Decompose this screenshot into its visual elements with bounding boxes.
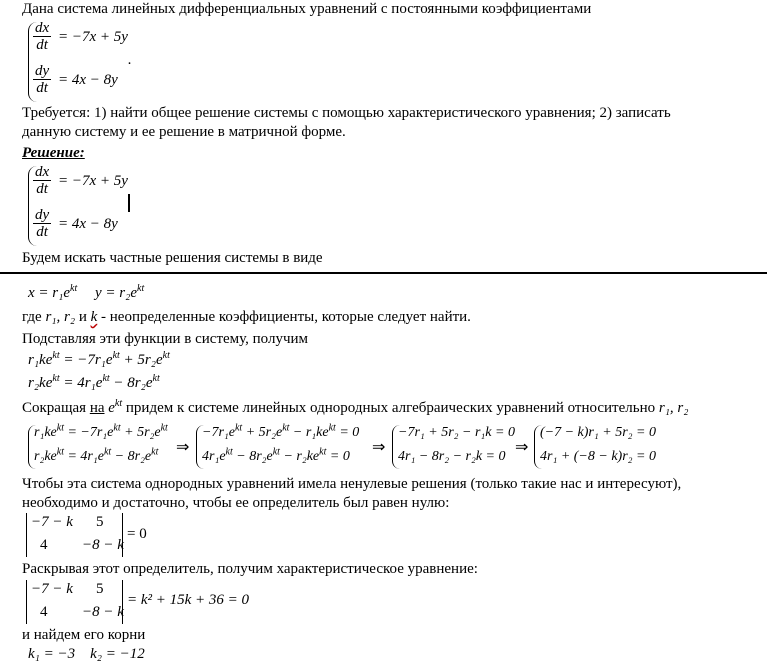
where-line: где r₁, r₂ и k - неопределенные коэффициенты, которые следует найти. — [22, 309, 471, 325]
text-cursor — [128, 194, 130, 212]
roots-text: и найдем его корни — [22, 627, 146, 643]
intro-text: Дана система линейных дифференциальных уравнений с постоянными коэффициентами — [22, 1, 592, 17]
det2-d: −8 − k — [82, 604, 124, 620]
cancel-line: Сокращая на $e^{kt}$ придем к системе линейных однородных алгебраических уравнений относительно r₁, r₂ — [22, 398, 689, 416]
dx-dt-fraction-2: $\frac{dx}{dt}$ — [35, 164, 50, 197]
det2-c: 4 — [40, 604, 48, 620]
chain-a1: $r_1ke^{kt} = -7r_1e^{kt} + 5r_2e^{kt}$ — [34, 422, 168, 440]
eq2-rhs-2: = 4x − 8y — [58, 216, 118, 232]
chain-d2: 4r₁ + (−8 − k)r₂ = 0 — [540, 449, 656, 464]
form-y: $y = r_2e^{kt}$ — [95, 283, 145, 301]
nonzero-line-2: необходимо и достаточно, чтобы ее определитель был равен нулю: — [22, 495, 450, 511]
arrow-1: ⇒ — [176, 439, 190, 456]
det-c: 4 — [40, 537, 48, 553]
arrow-2: ⇒ — [372, 439, 386, 456]
eq1-rhs: = −7x + 5y — [58, 29, 128, 45]
divider-line — [0, 272, 767, 274]
task-line-2: данную систему и ее решение в матричной форме. — [22, 124, 346, 140]
eq2-rhs: = 4x − 8y — [58, 72, 118, 88]
form-x: $x = r_1e^{kt}$ — [28, 283, 78, 301]
chain-c2: 4r₁ − 8r₂ − r₂k = 0 — [398, 449, 506, 464]
substitute-text: Подставляя эти функции в систему, получим — [22, 331, 309, 347]
det2-b: 5 — [96, 581, 104, 597]
sub-eq-2: $r_2ke^{kt} = 4r_1e^{kt} - 8r_2e^{kt}$ — [28, 373, 160, 391]
arrow-3: ⇒ — [515, 439, 529, 456]
det-a: −7 − k — [31, 514, 73, 530]
dy-dt-fraction: $\frac{dy}{dt}$ — [35, 63, 50, 96]
chain-b2: $4r_1e^{kt} - 8r_2e^{kt} - r_2ke^{kt} = 0$ — [202, 446, 350, 464]
dy-dt-fraction-2: $\frac{dy}{dt}$ — [35, 207, 50, 240]
nonzero-line-1: Чтобы эта система однородных уравнений имела ненулевые решения (только такие нас и интересуют), — [22, 476, 682, 492]
det-b: 5 — [96, 514, 104, 530]
solution-heading: Решение: — [22, 145, 85, 161]
dx-dt-fraction: $\frac{dx}{dt}$ — [35, 20, 50, 53]
chain-c1: −7r₁ + 5r₂ − r₁k = 0 — [398, 425, 515, 440]
char-equation: = k² + 15k + 36 = 0 — [127, 592, 250, 608]
task-line-1: Требуется: 1) найти общее решение системы с помощью характеристического уравнения; 2) записать — [22, 105, 671, 121]
det-eq-zero: = 0 — [127, 526, 147, 542]
chain-b1: $-7r_1e^{kt} + 5r_2e^{kt} - r_1ke^{kt} = 0$ — [202, 422, 360, 440]
det-d: −8 − k — [82, 537, 124, 553]
system-period: . — [128, 52, 132, 68]
eq1-rhs-2: = −7x + 5y — [58, 173, 128, 189]
det2-a: −7 − k — [31, 581, 73, 597]
chain-a2: $r_2ke^{kt} = 4r_1e^{kt} - 8r_2e^{kt}$ — [34, 446, 159, 464]
search-text: Будем искать частные решения системы в виде — [22, 250, 323, 266]
expand-text: Раскрывая этот определитель, получим характеристическое уравнение: — [22, 561, 478, 577]
sub-eq-1: $r_1ke^{kt} = -7r_1e^{kt} + 5r_2e^{kt}$ — [28, 350, 170, 368]
roots: k₁ = −3 k₂ = −12 — [28, 646, 145, 662]
chain-d1: (−7 − k)r₁ + 5r₂ = 0 — [540, 425, 656, 440]
